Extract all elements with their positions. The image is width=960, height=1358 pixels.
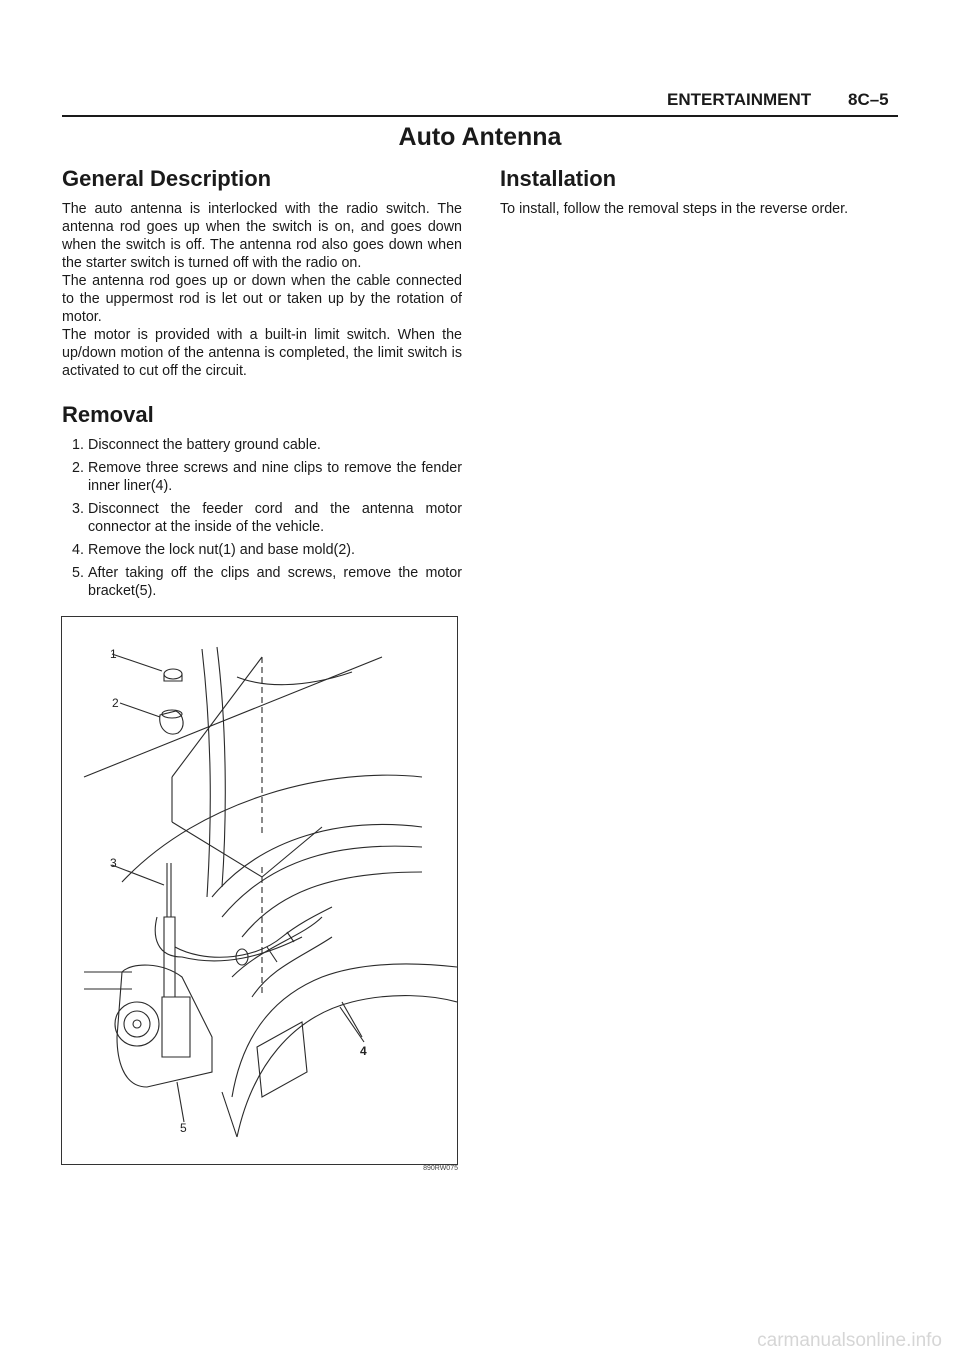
general-paragraph-2: The antenna rod goes up or down when the cable connected to the uppermost rod is let out or taken up by the rotation of motor. <box>62 273 462 325</box>
figure-callouts <box>62 617 457 1164</box>
installation-text: To install, follow the removal steps in the reverse order. <box>500 201 849 217</box>
removal-step: 1. Disconnect the battery ground cable. <box>72 437 321 453</box>
removal-step: 2. Remove three screws and nine clips to remove the fender inner liner(4). <box>72 460 462 494</box>
removal-heading: Removal <box>62 402 154 427</box>
antenna-illustration <box>61 616 458 1165</box>
header-section-title: ENTERTAINMENT <box>667 90 812 109</box>
removal-step: 3. Disconnect the feeder cord and the antenna motor connector at the inside of the vehicle. <box>72 501 462 535</box>
callout-3: 3 <box>110 856 117 870</box>
general-paragraph-3: The motor is provided with a built-in limit switch. When the up/down motion of the antenna is completed, the limit switch is activated to cut off the circuit. <box>62 327 462 379</box>
removal-step: 5. After taking off the clips and screws, remove the motor bracket(5). <box>72 565 462 599</box>
right-column <box>500 164 900 218</box>
callout-1: 1 <box>110 647 117 661</box>
removal-steps <box>62 436 462 600</box>
removal-step: 4. Remove the lock nut(1) and base mold(2). <box>72 542 356 558</box>
left-column <box>62 164 462 605</box>
general-paragraph-1: The auto antenna is interlocked with the radio switch. The antenna rod goes up when the switch is on, and goes down when the switch is off. The antenna rod also goes down when the starter switch is turned off with the radio on. <box>62 201 462 271</box>
watermark: carmanualsonline.info <box>757 1330 942 1351</box>
callout-5: 5 <box>180 1121 187 1135</box>
callout-4: 4 <box>360 1044 367 1058</box>
header-rule <box>62 115 898 117</box>
installation-heading: Installation <box>500 166 617 191</box>
page-title: Auto Antenna <box>398 123 562 151</box>
header-page-number: 8C–5 <box>848 90 889 109</box>
general-description-heading: General Description <box>62 166 272 191</box>
callout-2: 2 <box>112 696 119 710</box>
figure-code: 890RW075 <box>423 1165 458 1172</box>
